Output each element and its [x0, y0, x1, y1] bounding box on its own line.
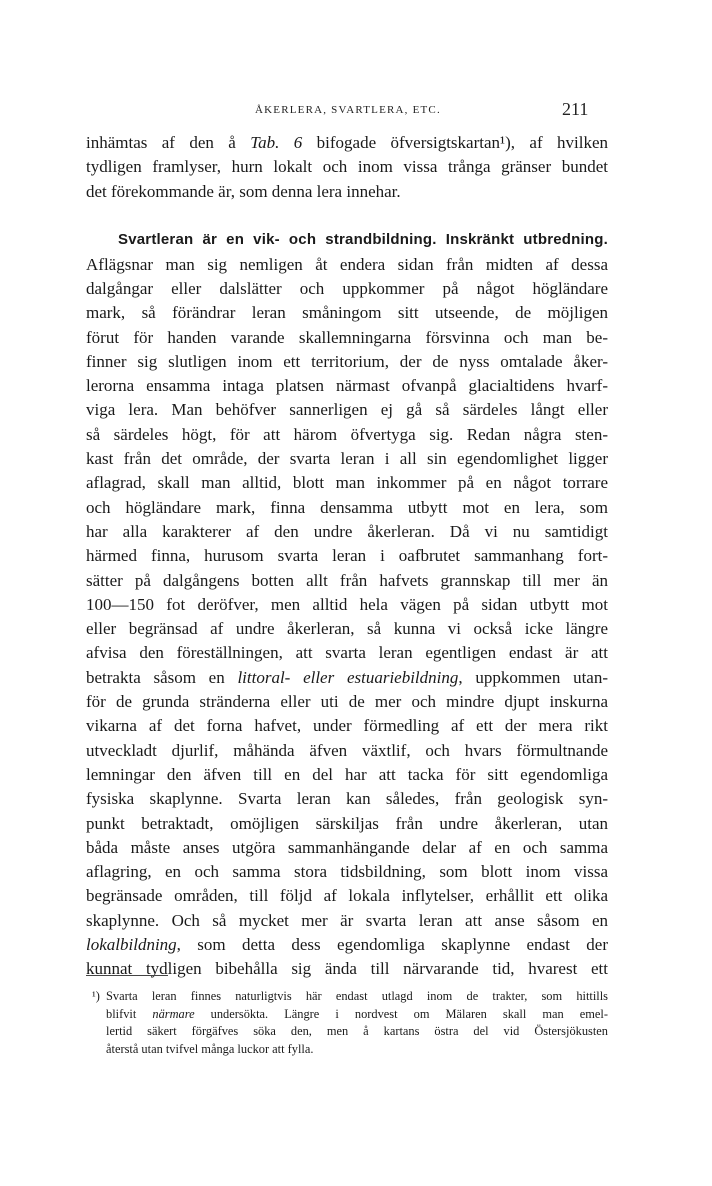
text-line: betrakta såsom en littoral- eller estuariebildning, uppkommen utan- — [86, 667, 609, 687]
text-line: dalgångar eller dalslätter och uppkommer på något högländare — [86, 278, 608, 298]
footnote-line: återstå utan tvifvel många luckor att fylla. — [106, 1041, 314, 1056]
paragraph-gap — [86, 204, 608, 229]
text-line: så särdeles högt, för att härom öfvertyga sig. Redan några sten- — [86, 424, 608, 444]
text-line: afvisa den föreställningen, att svarta leran egentligen endast är att — [86, 643, 608, 663]
text-line: det förekommande är, som denna lera innehar. — [86, 181, 401, 201]
text-line: finner sig slutligen inom ett territorium, der de nyss omtalade åker- — [86, 351, 608, 371]
footnote-rule — [86, 975, 168, 976]
text-line: lokalbildning, som detta dess egendomliga skaplynne endast der — [86, 935, 608, 954]
footnote-line-first — [92, 988, 608, 1006]
text-line: vikarna af det forna hafvet, under förmedling af ett der mera rikt — [86, 716, 608, 736]
text-line: Aflägsnar man sig nemligen åt endera sidan från midten af dessa — [86, 254, 608, 274]
text-line: för de grunda stränderna eller uti de mer och mindre djupt inskurna — [86, 692, 608, 712]
running-head: ÅKERLERA, SVARTLERA, ETC. — [255, 104, 441, 116]
footnote-line: lertid säkert förgäfves söka den, men å kartans östra del vid Östersjökusten — [106, 1024, 608, 1038]
text-line: har alla karakterer af den undre åkerleran. Då vi nu samtidigt — [86, 521, 608, 541]
footnote-line: blifvit närmare undersökta. Längre i nordvest om Mälaren skall man emel- — [106, 1006, 608, 1021]
text-line: kunnat tydligen bibehålla sig ända till närvarande tid, hvarest ett — [86, 959, 608, 979]
text-line: aflagring, en och samma stora tidsbildning, som blott inom vissa — [86, 862, 608, 882]
text-line: tydligen framlyser, hurn lokalt och inom vissa trånga gränser bundet — [86, 157, 608, 177]
text-line: och högländare mark, finna densamma utbytt mot en lera, som — [86, 497, 608, 517]
footnote — [92, 988, 608, 1058]
text-line: lemningar den äfven till en del har att tacka för sitt egendomliga — [86, 764, 608, 784]
text-line: kast från det område, der svarta leran i all sin egendomlighet ligger — [86, 449, 608, 469]
text-line: utveckladt djurlif, måhända äfven växtlif, och hvars förmultnande — [86, 740, 608, 760]
text-line: båda måste anses utgöra sammanhängande delar af en och samma — [86, 837, 608, 857]
text-line: 100—150 fot deröfver, men alltid hela vägen på sidan utbytt mot — [86, 594, 608, 614]
text-line: lerorna ensamma intaga platsen närmast ofvanpå glacialtidens hvarf- — [86, 376, 608, 396]
text-line: förut för handen varande skallemningarna försvinna och man be- — [86, 327, 608, 347]
text-line: aflagrad, skall man alltid, blott man inkommer på en något torrare — [86, 473, 608, 493]
text-line: mark, så förändrar leran småningom sitt utseende, de möjligen — [86, 303, 608, 323]
text-line: eller begränsad af undre åkerleran, så kunna vi också icke längre — [86, 619, 608, 639]
text-line: skaplynne. Och så mycket mer är svarta leran att anse såsom en — [86, 910, 608, 930]
text-line: begränsade områden, till följd af lokala inflytelser, erhållit ett olika — [86, 886, 608, 906]
page-number: 211 — [562, 99, 589, 119]
text-line: härmed finna, hurusom svarta leran i oafbrutet sammanhang fort- — [86, 546, 608, 566]
footnote-line: Svarta leran finnes naturligtvis här endast utlagd inom de trakter, som hittills — [106, 989, 608, 1003]
text-line: punkt betraktadt, omöjligen särskiljas från undre åkerleran, utan — [86, 813, 608, 833]
section-sidehead: Svartleran är en vik- och strandbildning. Inskränkt utbredning. — [118, 231, 608, 249]
text-line: inhämtas af den å Tab. 6 bifogade öfversigtskartan¹), af hvilken — [86, 133, 608, 152]
text-line: fysiska skaplynne. Svarta leran kan således, från geologisk syn- — [86, 789, 608, 809]
body-text — [86, 131, 608, 982]
footnote-marker: ¹) — [92, 989, 100, 1003]
text-line: viga lera. Man behöfver sannerligen ej gå så särdeles långt eller — [86, 400, 608, 420]
text-line: sätter på dalgångens botten allt från hafvets grannskap till mer än — [86, 570, 608, 590]
